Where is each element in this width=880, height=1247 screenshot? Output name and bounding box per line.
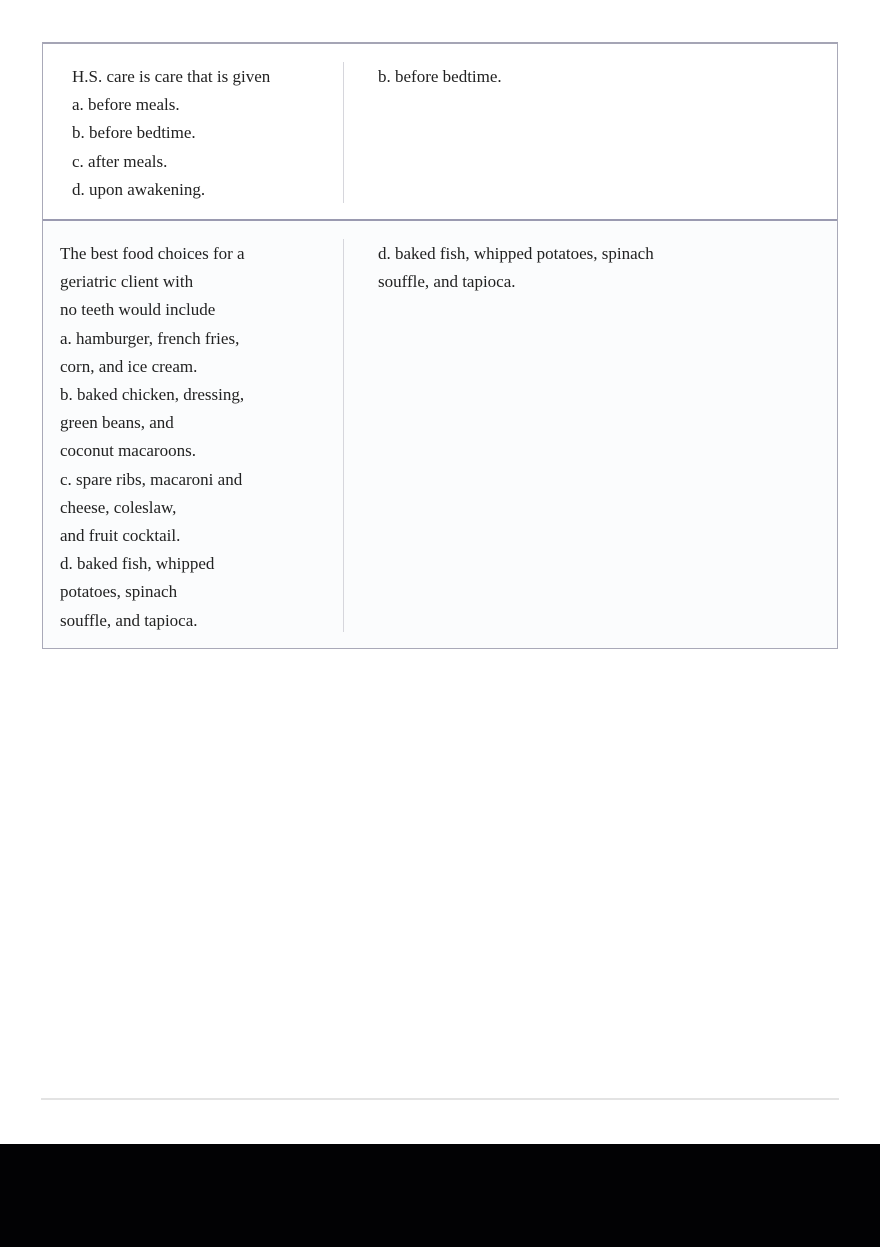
term-line: b. baked chicken, dressing, — [60, 385, 245, 405]
term-line: H.S. care is care that is given — [72, 67, 271, 86]
definition-line: souffle, and tapioca. — [378, 272, 516, 292]
flashcard-2 — [43, 219, 837, 648]
flashcard-list — [42, 42, 838, 649]
term-line: d. baked fish, whipped — [60, 554, 215, 574]
footer-divider — [41, 1098, 839, 1100]
definition-line: b. before bedtime. — [378, 67, 502, 86]
term-line: coconut macaroons. — [60, 441, 196, 461]
term-line: a. before meals. — [72, 95, 180, 115]
term-line: potatoes, spinach — [60, 582, 178, 602]
term-line: souffle, and tapioca. — [60, 610, 198, 630]
term-line: d. upon awakening. — [72, 179, 206, 199]
column-divider — [343, 62, 344, 203]
term-line: corn, and ice cream. — [60, 356, 198, 376]
bottom-black-bar — [0, 1144, 880, 1247]
flashcard-definition — [378, 63, 818, 91]
column-divider — [343, 239, 344, 632]
term-line: c. spare ribs, macaroni and — [60, 469, 243, 489]
term-line: b. before bedtime. — [72, 123, 196, 143]
term-line: and fruit cocktail. — [60, 526, 181, 546]
term-line: geriatric client with — [60, 272, 194, 292]
flashcard-1 — [43, 44, 837, 219]
flashcard-term — [72, 63, 342, 204]
term-line: c. after meals. — [72, 151, 168, 171]
definition-line: d. baked fish, whipped potatoes, spinach — [378, 244, 654, 263]
term-line: a. hamburger, french fries, — [60, 328, 240, 348]
term-line: cheese, coleslaw, — [60, 497, 177, 517]
term-line: green beans, and — [60, 413, 174, 433]
flashcard-term — [60, 240, 330, 635]
term-line: no teeth would include — [60, 300, 216, 320]
flashcard-definition — [378, 240, 818, 296]
term-line: The best food choices for a — [60, 244, 245, 263]
